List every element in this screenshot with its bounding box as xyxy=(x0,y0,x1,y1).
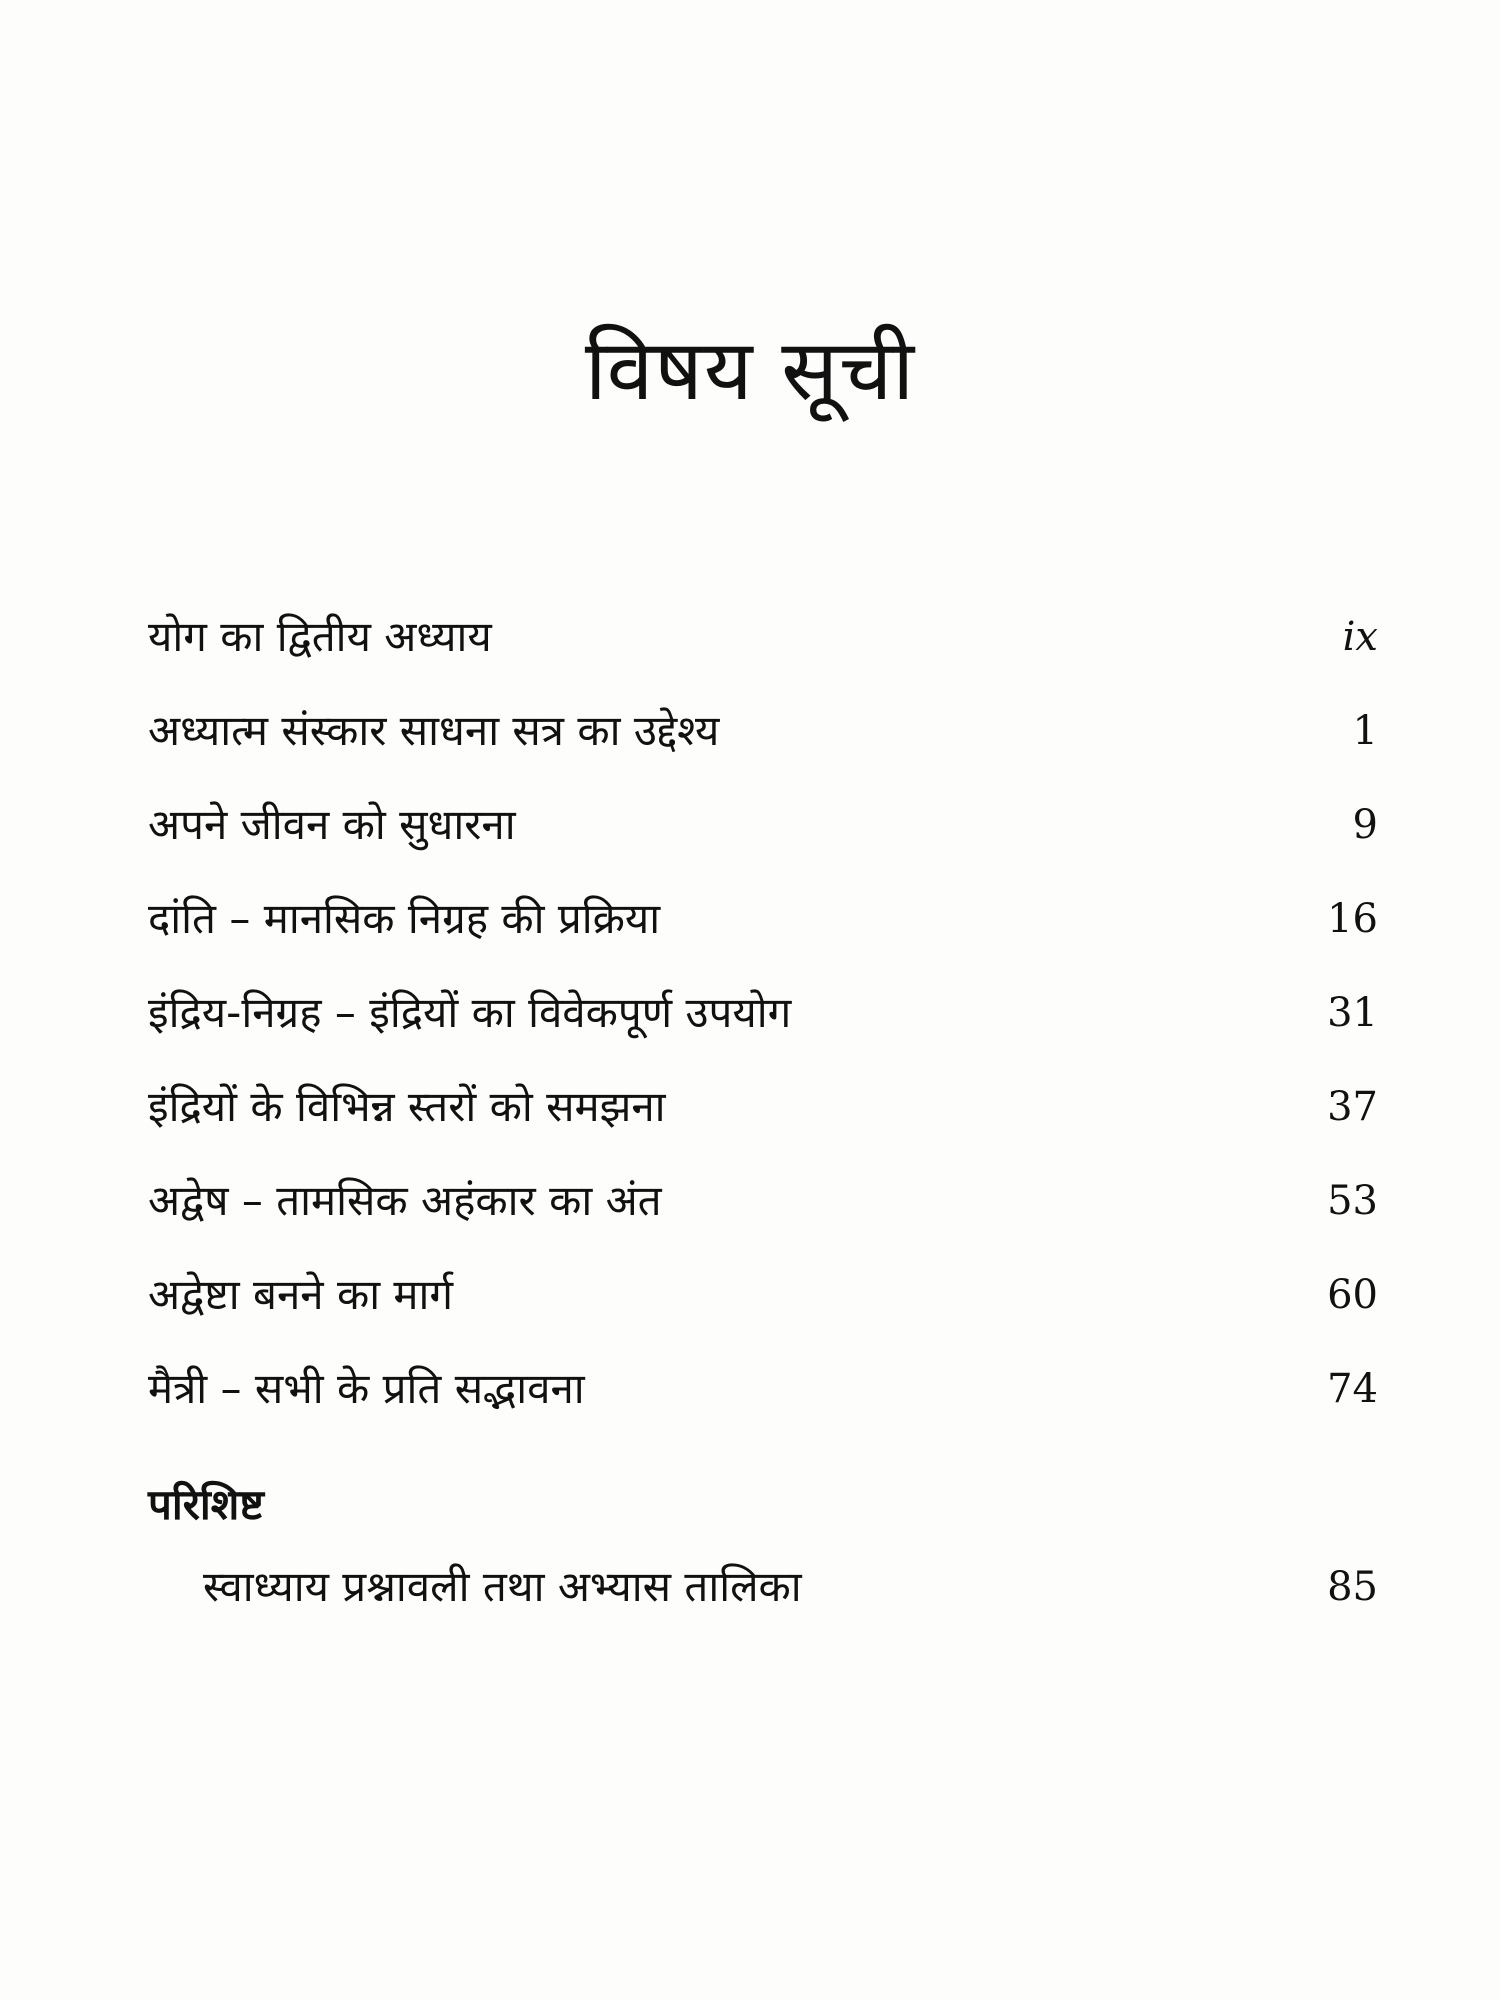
toc-entry xyxy=(148,1060,1378,1154)
toc-entry-title: मैत्री – सभी के प्रति सद्भावना xyxy=(148,1364,585,1413)
toc-entry-page: 1 xyxy=(1352,708,1378,754)
toc-entry-page: 31 xyxy=(1327,990,1378,1036)
toc-entry-page: 60 xyxy=(1327,1272,1378,1318)
toc-entry-page: 53 xyxy=(1327,1178,1378,1224)
toc-entry-page: 16 xyxy=(1327,896,1378,942)
toc-entry-page: ix xyxy=(1342,614,1378,660)
appendix-heading: परिशिष्ट xyxy=(148,1480,264,1529)
toc-entry-title: अद्वेष्टा बनने का मार्ग xyxy=(148,1270,454,1319)
toc-entry-title: इंद्रिय-निग्रह – इंद्रियों का विवेकपूर्ण उपयोग xyxy=(148,988,792,1037)
toc-entry xyxy=(148,590,1378,684)
toc-entry-page: 9 xyxy=(1352,802,1378,848)
toc-entry xyxy=(148,778,1378,872)
toc-entry-page: 85 xyxy=(1327,1564,1378,1610)
toc-entry-title: योग का द्वितीय अध्याय xyxy=(148,612,492,661)
toc-entry-title: इंद्रियों के विभिन्न स्तरों को समझना xyxy=(148,1082,666,1131)
page-title: विषय सूची xyxy=(584,321,916,419)
toc-entry-title: दांति – मानसिक निग्रह की प्रक्रिया xyxy=(148,894,661,943)
toc-entry-title: अध्यात्म संस्कार साधना सत्र का उद्देश्य xyxy=(148,706,720,755)
toc-entry-title: अपने जीवन को सुधारना xyxy=(148,800,516,849)
toc-entry xyxy=(148,1154,1378,1248)
toc-entry-page: 37 xyxy=(1327,1084,1378,1130)
appendix-section xyxy=(148,1470,1378,1634)
toc-entry xyxy=(148,1342,1378,1436)
toc-entry xyxy=(148,872,1378,966)
table-of-contents xyxy=(148,590,1378,1436)
toc-entry-title: स्वाध्याय प्रश्नावली तथा अभ्यास तालिका xyxy=(203,1562,802,1611)
toc-entry xyxy=(148,1540,1378,1634)
toc-entry-page: 74 xyxy=(1327,1366,1378,1412)
toc-entry xyxy=(148,1248,1378,1342)
toc-entry-title: अद्वेष – तामसिक अहंकार का अंत xyxy=(148,1176,662,1225)
toc-entry xyxy=(148,966,1378,1060)
toc-entry xyxy=(148,684,1378,778)
